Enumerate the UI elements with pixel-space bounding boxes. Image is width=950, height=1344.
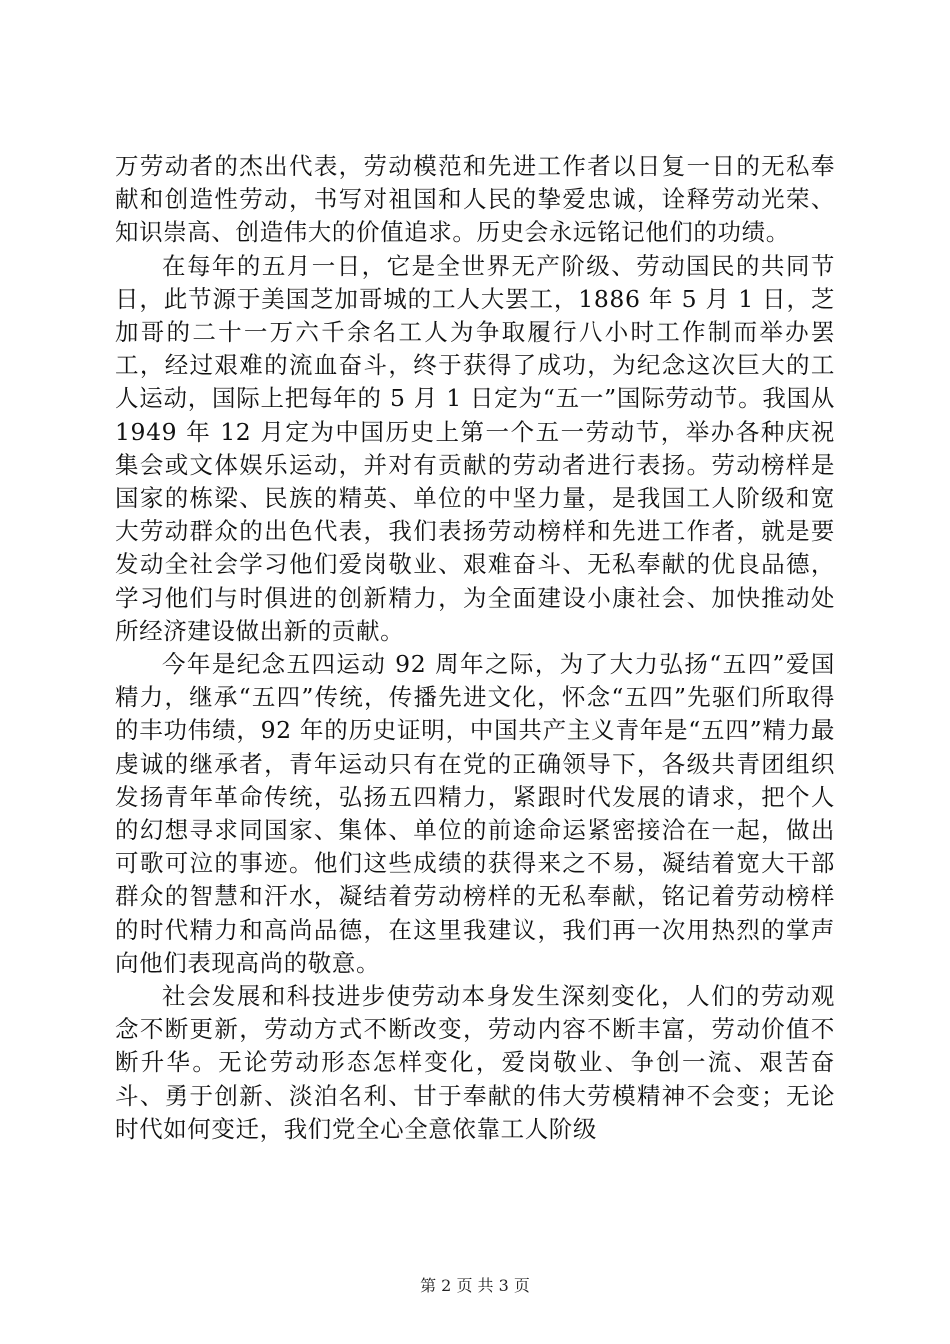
paragraph-1: 万劳动者的杰出代表，劳动模范和先进工作者以日复一日的无私奉献和创造性劳动，书写对祖国和人民的挚爱忠诚，诠释劳动光荣、知识崇高、创造伟大的价值追求。历史会永远铭记他们的功绩。 xyxy=(115,152,835,247)
paragraph-3: 今年是纪念五四运动 92 周年之际，为了大力弘扬“五四”爱国精力，继承“五四”传统，传播先进文化，怀念“五四”先驱们所取得的丰功伟绩，92 年的历史证明，中国共产主义青年是“五四”精力最虔诚的继承者，青年运动只有在党的正确领导下，各级共青团组织发扬青年革命传统，弘扬五四精力，紧跟时代发展的请求，把个人的幻想寻求同国家、集体、单位的前途命运紧密接洽在一起，做出可歌可泣的事迹。他们这些成绩的获得来之不易，凝结着宽大干部群众的智慧和汗水，凝结着劳动榜样的无私奉献，铭记着劳动榜样的时代精力和高尚品德，在这里我建议，我们再一次用热烈的掌声向他们表现高尚的敬意。 xyxy=(115,650,835,977)
page-footer: 第 2 页 共 3 页 xyxy=(420,1276,530,1295)
paragraph-2: 在每年的五月一日，它是全世界无产阶级、劳动国民的共同节日，此节源于美国芝加哥城的工人大罢工，1886 年 5 月 1 日，芝加哥的二十一万六千余名工人为争取履行八小时工作制而举办罢工，经过艰难的流血奋斗，终于获得了成功，为纪念这次巨大的工人运动，国际上把每年的 5 月 1 日定为“五一”国际劳动节。我国从 1949 年 12 月定为中国历史上第一个五一劳动节，举办各种庆祝集会或文体娱乐运动，并对有贡献的劳动者进行表扬。劳动榜样是国家的栋梁、民族的精英、单位的中坚力量，是我国工人阶级和宽大劳动群众的出色代表，我们表扬劳动榜样和先进工作者，就是要发动全社会学习他们爱岗敬业、艰难奋斗、无私奉献的优良品德，学习他们与时俱进的创新精力，为全面建设小康社会、加快推动处所经济建设做出新的贡献。 xyxy=(115,251,835,645)
paragraph-4: 社会发展和科技进步使劳动本身发生深刻变化，人们的劳动观念不断更新，劳动方式不断改变，劳动内容不断丰富，劳动价值不断升华。无论劳动形态怎样变化，爱岗敬业、争创一流、艰苦奋斗、勇于创新、淡泊名利、甘于奉献的伟大劳模精神不会变；无论时代如何变迁，我们党全心全意依靠工人阶级 xyxy=(115,982,835,1143)
document-body xyxy=(115,150,835,1146)
